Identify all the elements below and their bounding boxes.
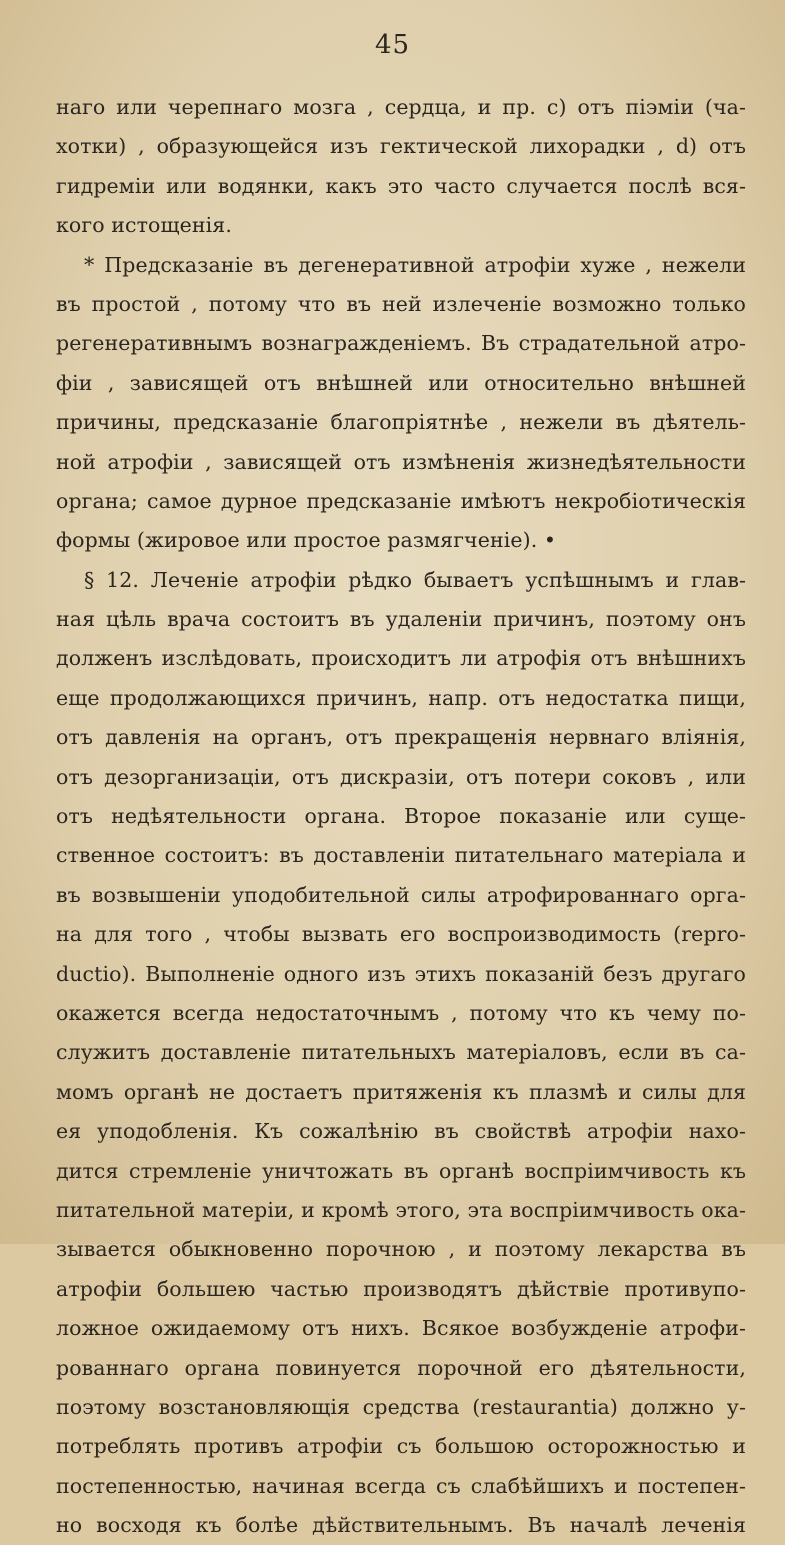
text-line: формы (жировое или простое размягченіе). • — [56, 528, 557, 553]
text-line: фіи , зависящей отъ внѣшней или относительно внѣшней — [56, 370, 746, 395]
text-line: отъ недѣятельности органа. Второе показаніе или суще- — [56, 804, 746, 829]
text-line: но восходя къ болѣе дѣйствительнымъ. Въ началѣ леченія — [56, 1513, 746, 1538]
page-body-text — [56, 88, 746, 1545]
text-line: окажется всегда недостаточнымъ , потому что къ чему по- — [56, 1000, 746, 1025]
text-line: гидреміи или водянки, какъ это часто случается послѣ вся- — [56, 173, 746, 198]
text-line: ная цѣль врача состоитъ въ удаленіи причинъ, поэтому онъ — [56, 607, 746, 632]
text-line: отъ дезорганизаціи, отъ дискразіи, отъ потери соковъ , или — [56, 764, 746, 789]
text-line: рованнаго органа повинуется порочной его дѣятельности, — [56, 1355, 746, 1380]
text-line: ductio). Выполненіе одного изъ этихъ показаній безъ другаго — [56, 961, 746, 986]
section-12-heading-line: § 12. Леченіе атрофіи рѣдко бываетъ успѣшнымъ и глав- — [84, 567, 746, 592]
text-line: причины, предсказаніе благопріятнѣе , нежели въ дѣятель- — [56, 410, 746, 435]
text-line: зывается обыкновенно порочною , и поэтому лекарства въ — [56, 1237, 746, 1262]
text-line: * Предсказаніе въ дегенеративной атрофіи хуже , нежели — [84, 252, 746, 277]
text-line: ложное ожидаемому отъ нихъ. Всякое возбужденіе атрофи- — [56, 1316, 746, 1341]
text-line: на для того , чтобы вызвать его воспроизводимость (repro- — [56, 922, 746, 947]
text-line: момъ органѣ не достаетъ притяженія къ плазмѣ и силы для — [56, 1079, 746, 1104]
text-line: органа; самое дурное предсказаніе имѣютъ некробіотическія — [56, 488, 746, 513]
text-line: дится стремленіе уничтожать въ органѣ воспріимчивость къ — [56, 1158, 746, 1183]
text-line: потреблять противъ атрофіи съ большою осторожностью и — [56, 1434, 746, 1459]
text-line: атрофіи большею частью производятъ дѣйствіе противупо- — [56, 1276, 746, 1301]
text-line: еще продолжающихся причинъ, напр. отъ недостатка пищи, — [56, 685, 746, 710]
text-line: поэтому возстановляющія средства (restaurantia) должно у- — [56, 1394, 746, 1419]
text-line: ея уподобленія. Къ сожалѣнію въ свойствѣ атрофіи нахо- — [56, 1119, 746, 1144]
text-line: постепенностью, начиная всегда съ слабѣйшихъ и постепен- — [56, 1473, 746, 1498]
text-line: хотки) , образующейся изъ гектической лихорадки , d) отъ — [56, 134, 746, 159]
text-line: въ возвышеніи уподобительной силы атрофированнаго орга- — [56, 882, 746, 907]
text-line: питательной матеріи, и кромѣ этого, эта воспріимчивость ока- — [56, 1197, 746, 1222]
text-line: служитъ доставленіе питательныхъ матеріаловъ, если въ са- — [56, 1040, 746, 1065]
text-line: ной атрофіи , зависящей отъ измѣненія жизнедѣятельности — [56, 449, 746, 474]
text-line: въ простой , потому что въ ней излеченіе возможно только — [56, 291, 746, 316]
page-number: 45 — [374, 30, 411, 60]
text-line: наго или черепнаго мозга , сердца, и пр. с) отъ піэміи (ча- — [56, 95, 746, 119]
text-line: долженъ изслѣдовать, происходитъ ли атрофія отъ внѣшнихъ — [56, 646, 746, 671]
text-line: ственное состоитъ: въ доставленіи питательнаго матеріала и — [56, 843, 746, 868]
text-line: отъ давленія на органъ, отъ прекращенія нервнаго вліянія, — [56, 725, 746, 750]
text-line: кого истощенія. — [56, 213, 232, 238]
text-line: регенеративнымъ вознагражденіемъ. Въ страдательной атро- — [56, 331, 746, 356]
